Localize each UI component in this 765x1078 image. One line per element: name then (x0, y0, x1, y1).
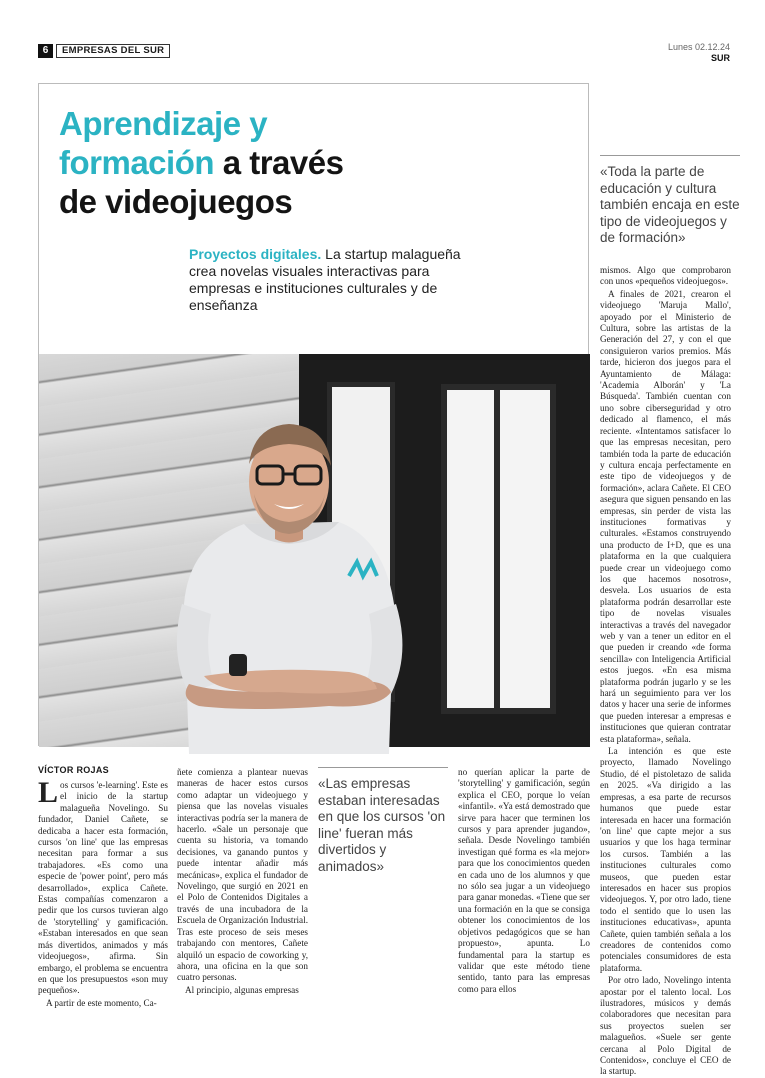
section-label: EMPRESAS DEL SUR (56, 44, 170, 58)
issue-date: Lunes 02.12.24 (667, 42, 730, 52)
headline-accent-1: Aprendizaje y (59, 105, 268, 142)
paragraph: Por otro lado, Novelingo intenta apostar por el talento local. Los ilustradores, músicos y demás colaboradores que necesitan para sus proyectos suelen ser malagueños. «Suele ser gente cercana al Polo Digital de Contenidos», concluye el CEO de la startup. (600, 975, 731, 1077)
body-column-4 (600, 265, 731, 1078)
newspaper-name: SUR (710, 53, 730, 63)
page-number: 6 (38, 44, 53, 58)
headline-rest-2: a través (214, 144, 344, 181)
paragraph: A partir de este momento, Ca- (46, 997, 157, 1008)
subhead-lead: Proyectos digitales. (189, 246, 322, 262)
subhead-text: La startup malagueña crea novelas visuales interactivas para empresas e instituciones culturales y de enseñanza (189, 246, 461, 313)
body-column-3 (458, 767, 590, 995)
paragraph: ñete comienza a plantear nuevas maneras de hacer estos cursos como adaptar un videojuego y piensa que las novelas visuales interactivas podría ser la manera de hacerlo. «Sale un personaje que cuenta su historia, va tomando decisiones, va ganando puntos y puede intentar añadir más mecánicas», explica el fundador de Novelingo, que surgió en 2021 en el Polo de Contenidos Digitales a través de una incubadora de la Escuela de Organización Industrial. Tras este proceso de seis meses trabajando con mentores, Cañete alquiló un espacio de coworking y, ahora, una oficina en la que son cuatro personas. (177, 767, 308, 983)
body-column-2 (177, 767, 308, 996)
paragraph: mismos. Algo que comprobaron con unos «pequeños videojuegos». (600, 265, 731, 287)
pullquote-mid: «Las empresas estaban interesadas en que los cursos 'on line' fueran más divertidos y animados» (318, 767, 448, 875)
paragraph: os cursos 'e-learning'. Este es el inicio de la startup malagueña Novelingo. Su fundador, Daniel Cañete, se dedicaba a hacer esta formación, cursos 'on line' que las empresas necesitan para formar a sus trabajadores. «Es como una especie de 'power point', pero más desarrollado», explica Cañete. Estas compañías comenzaron a pedir que los cursos tuvieran algo de 'storytelling' y gamificación. «Estaban interesados en que sean más divertidos, animados y más videojuegos», afirma. Sin embargo, el problema se encuentra en que los presupuestos «son muy pequeños». (38, 780, 168, 996)
photo-person-illustration (39, 354, 590, 747)
paragraph: Al principio, algunas empresas (185, 984, 299, 995)
paragraph: La intención es que este proyecto, llamado Novelingo Studio, dé el pistoletazo de salida en 2025. «Va dirigido a las empresas, a esa parte de recursos humanos que puede estar interesada en hacer una formación 'on line' que capte mejor a sus usuarios y que los haga terminar los cursos. También a las instituciones culturales como museos, que pueden estar interesados en hacer sus propios videojuegos. Y, por otro lado, tiene todo el sentido que lo usen las instituciones educativas», apunta Cañete, quien también señala a los creadores de contenidos como potenciales consumidores de esta plataforma. (600, 746, 731, 973)
headline-line-3: de videojuegos (59, 183, 293, 220)
subheadline (189, 246, 489, 314)
headline-accent-2: formación (59, 144, 215, 181)
dropcap: L (38, 776, 59, 809)
headline (59, 104, 343, 221)
body-column-1 (38, 776, 168, 1009)
paragraph: A finales de 2021, crearon el videojuego 'Maruja Mallo', apoyado por el Ministerio de Cultura, sobre las artistas de la Generación del 27, y con el que consiguieron varios premios. Más tarde, hicieron dos juegos para el Ayuntamiento de Málaga: 'Academia Alborán' y 'La Búsqueda'. También cuentan con uno sobre ciberseguridad y otro dedicado al flamenco, el más reciente. «Intentamos satisfacer lo que las empresas necesitan, pero también toda la parte de educación y cultura encaja perfectamente en este tipo de videojuegos y de formación», aclara Cañete. El CEO asegura que siguen pensando en las empresas, sin perder de vista las instituciones formativas y culturales. «Estamos construyendo una producto de I+D, que es una plataforma en la que cualquiera puede crear un videojuego como los que hacemos nosotros», desvela. Los usuarios de esta plataforma podrán desarrollar este tipo de novelas visuales interactivas a través del navegador web y van a tener un editor en el que pueden ir creando «de forma sencilla» con Inteligencia Artificial estos juegos. «En esa misma plataforma podrán jugarlo y se les hará un seguimiento para ver los datos y hacer una serie de informes que pueden interesar a empresas e instituciones que quieran contratar esta plataforma», señala. (600, 288, 731, 744)
pullquote-top: «Toda la parte de educación y cultura también encaja en este tipo de videojuegos y de formación» (600, 155, 740, 247)
paragraph: no querían aplicar la parte de 'storytelling' y gamificación, según explica el CEO, porque lo veían «infantil». «Ya está demostrado que sirve para hacer que terminen los cursos y para aprender jugando», señala. Desde Novelingo también investigan qué forma es «la mejor» para que los conocimientos queden en cada uno de los alumnos y que no sólo sea jugar a un videojuego para ganar monedas. «Tiene que ser una formación en la que se consiga obtener los conocimientos de los objetivos pedagógicos que se han propuesto», apunta. Lo fundamental para la startup es validar que este método tiene sentido, tanto para las empresas como para ellos (458, 767, 591, 994)
article-hero (38, 83, 589, 746)
article-photo (39, 354, 590, 747)
byline: VÍCTOR ROJAS (38, 765, 109, 775)
